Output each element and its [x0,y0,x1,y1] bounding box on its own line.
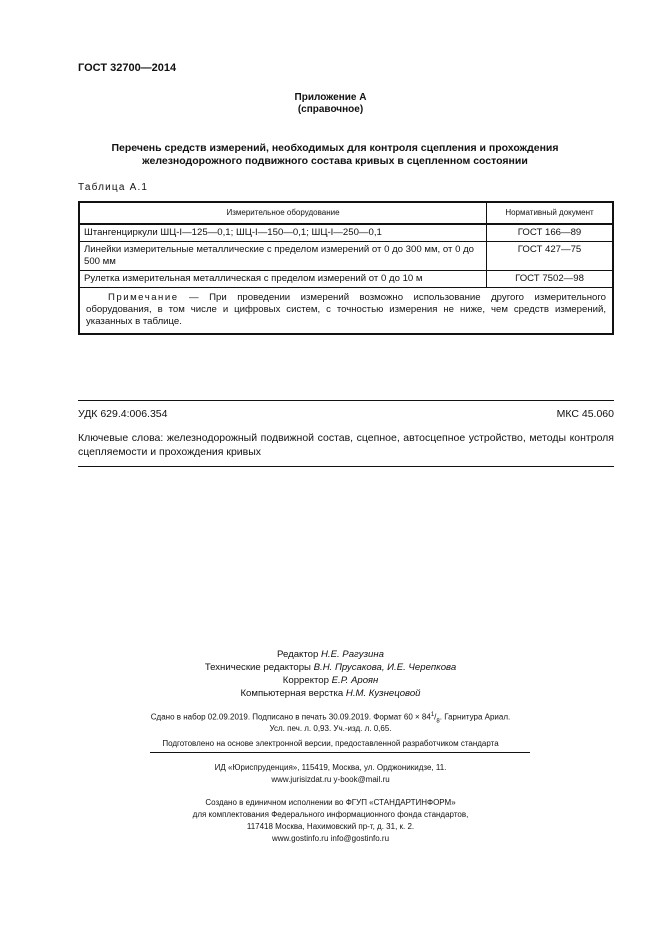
editor-name: Н.Е. Рагузина [320,649,384,660]
equipment-cell: Штангенциркули ШЦ-I—125—0,1; ШЦ-I—150—0,1; ШЦ-I—250—0,1 [79,224,487,242]
corrector-role: Корректор [282,675,329,686]
layout-role: Компьютерная верстка [240,688,344,699]
corrector-name: Е.Р. Ароян [331,675,379,686]
table-label: Таблица А.1 [78,182,149,193]
table-header-row [79,202,613,224]
annex-heading-line-1: Перечень средств измерений, необходимых для контроля сцепления и прохождения [111,142,559,154]
created-line-1: Создано в единичном исполнении во ФГУП «СТАНДАРТИНФОРМ» [205,798,456,807]
layout-name: Н.М. Кузнецовой [345,688,421,699]
mks-code: МКС 45.060 [556,408,614,420]
publisher-line-1: ИД «Юриспруденция», 115419, Москва, ул. Орджоникидзе, 11. [214,763,447,772]
layout-line [0,687,661,700]
document-cell: ГОСТ 7502—98 [487,271,614,288]
keywords: Ключевые слова: железнодорожный подвижной состав, сцепное, автосцепное устройство, методы контроля сцепляемости и прохождения кривых [78,432,614,458]
bottom-divider [78,466,614,467]
column-header-document: Нормативный документ [487,202,614,224]
document-cell: ГОСТ 427—75 [487,242,614,271]
note-label: Примечание [108,292,179,303]
format-denominator: 8 [436,718,440,725]
document-cell: ГОСТ 166—89 [487,224,614,242]
note-text: — При проведении измерений возможно использование другого измерительного оборудования, в том числе и цифровых систем, с точностью измерения не ниже, чем средств измерений, указанных в таблице. [86,292,606,327]
udk-code: УДК 629.4:006.354 [78,408,168,420]
table-note-row [79,288,613,335]
equipment-cell: Рулетка измерительная металлическая с пределом измерений от 0 до 10 м [79,271,487,288]
tech-editors-names: В.Н. Прусакова, И.Е. Черепкова [313,662,457,673]
created-line-3: 117418 Москва, Нахимовский пр-т, д. 31, к. 2. [246,822,415,831]
table-row [79,242,613,271]
format-numerator: 1 [430,712,435,718]
editor-line [0,648,661,661]
table-note [79,288,613,335]
annex-subtitle: (справочное) [297,104,364,115]
annex-heading-line-2: железнодорожного подвижного состава кривых в сцепленном состоянии [142,155,528,167]
tech-editors-role: Технические редакторы [204,662,311,673]
typeset-line: Сдано в набор 02.09.2019. Подписано в печать 30.09.2019. Формат $60 \times 84^1/_8$. Гарнитура Ариал. [150,712,511,725]
top-divider [78,400,614,401]
equipment-cell: Линейки измерительные металлические с пределом измерений от 0 до 300 мм, от 0 до 500 мм [79,242,487,271]
editor-role: Редактор [277,649,319,660]
sheets-line: Усл. печ. л. 0,93. Уч.-изд. л. 0,65. [269,724,392,733]
tech-editors-line [0,661,661,674]
prepared-line: Подготовлено на основе электронной версии, предоставленной разработчиком стандарта [162,739,499,748]
created-line-4: www.gostinfo.ru info@gostinfo.ru [271,834,390,843]
publisher-line-2: www.jurisizdat.ru y-book@mail.ru [271,775,390,784]
annex-heading [90,142,580,168]
publication-divider [150,752,530,753]
corrector-line [0,674,661,687]
table-row [79,224,613,242]
annex-title: Приложение А [294,92,367,103]
credits-block [0,648,661,700]
table-row [79,271,613,288]
created-line-2: для комплектования Федерального информационного фонда стандартов, [192,810,469,819]
typeface-text: . Гарнитура Ариал. [439,712,511,722]
equipment-table [78,201,614,335]
document-code: ГОСТ 32700—2014 [78,62,177,74]
column-header-equipment: Измерительное оборудование [79,202,487,224]
typeset-text: Сдано в набор 02.09.2019. Подписано в печать 30.09.2019. Формат 60 × 84 [150,712,431,722]
